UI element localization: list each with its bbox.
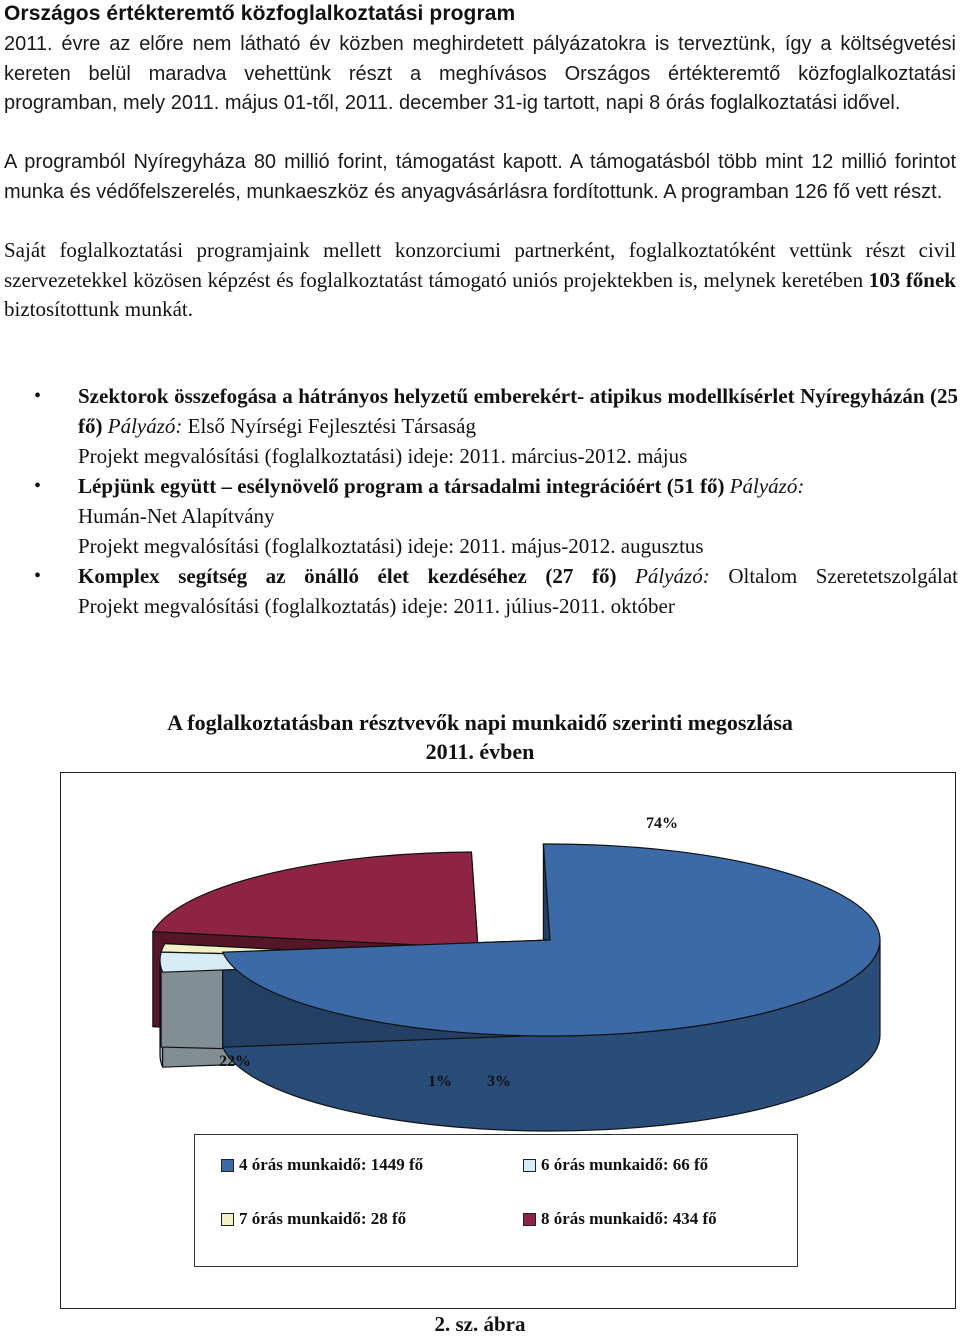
applicant-name: Oltalom Szeretetszolgálat — [728, 564, 959, 588]
pie-slice-8h — [153, 852, 478, 948]
applicant-name: Első Nyírségi Fejlesztési Társaság — [187, 414, 476, 438]
data-label-7h: 1% — [428, 1073, 452, 1090]
legend-label: 8 órás munkaidő: 434 fő — [541, 1209, 717, 1228]
chart-title — [0, 708, 960, 766]
partner-count: 103 főnek — [868, 267, 956, 292]
funding-paragraph: A programból Nyíregyháza 80 millió forint, támogatást kapott. A támogatásból több mint 12 millió forintot munka és védőfelszerelés, munkaeszköz és anyagvásárlásra fordítottunk. A programban 126 fő vett részt. — [4, 151, 956, 203]
list-item — [78, 561, 958, 621]
data-label-6h: 3% — [487, 1073, 511, 1090]
list-item — [78, 381, 958, 471]
data-label-8h: 22% — [219, 1053, 251, 1070]
applicant-label: Pályázó: — [729, 474, 805, 498]
project-period: Projekt megvalósítási (foglalkoztatás) ideje: 2011. július-2011. október — [78, 594, 675, 618]
partner-paragraph — [4, 236, 956, 325]
project-list — [78, 381, 958, 621]
chart-subtitle: 2011. évben — [425, 739, 535, 764]
legend-item-6h — [523, 1155, 708, 1175]
legend-item-8h — [523, 1209, 717, 1229]
legend-label: 6 órás munkaidő: 66 fő — [541, 1155, 709, 1174]
partner-text-start: Saját foglalkoztatási programjaink mellett konzorciumi partnerként, foglalkoztatóként vettünk részt civil szervezetekkel közösen képzést és foglalkoztatást támogató uniós projektekben is, melynek keretében — [4, 238, 956, 292]
legend-label: 7 órás munkaidő: 28 fő — [239, 1209, 407, 1228]
legend-item-4h — [221, 1155, 423, 1175]
data-label-4h: 74% — [646, 815, 678, 832]
project-title: Szektorok összefogása a hátrányos helyzetű emberekért- atipikus modellkísérlet Nyíregyházán (25 fő) — [78, 384, 958, 438]
project-title: Komplex segítség az önálló élet kezdéséhez (27 fő) — [78, 564, 617, 588]
project-title: Lépjünk együtt – esélynövelő program a társadalmi integrációért (51 fő) — [78, 474, 725, 498]
project-period: Projekt megvalósítási (foglalkoztatási) ideje: 2011. május-2012. augusztus — [78, 534, 704, 558]
legend-swatch — [523, 1159, 536, 1172]
legend-swatch — [523, 1213, 536, 1226]
partner-text-end: biztosítottunk munkát. — [4, 297, 193, 321]
figure-caption: 2. sz. ábra — [434, 1312, 526, 1336]
legend-label: 4 órás munkaidő: 1449 fő — [239, 1155, 424, 1174]
applicant-label: Pályázó: — [107, 414, 183, 438]
applicant-name: Humán-Net Alapítvány — [78, 504, 275, 528]
applicant-label: Pályázó: — [635, 564, 710, 588]
chart-title-line: A foglalkoztatásban résztvevők napi munkaidő szerinti megoszlása — [167, 710, 793, 735]
list-item — [78, 471, 958, 561]
project-period: Projekt megvalósítási (foglalkoztatási) ideje: 2011. március-2012. május — [78, 444, 688, 468]
legend-swatch — [221, 1159, 234, 1172]
chart-legend — [194, 1134, 798, 1267]
legend-item-7h — [221, 1209, 406, 1229]
legend-swatch — [221, 1213, 234, 1226]
intro-paragraph: 2011. évre az előre nem látható év közben meghirdetett pályázatokra is terveztünk, így a költségvetési kereten belül maradva vehettünk részt a meghívásos Országos értékteremtő közfoglalkoztatási programban, mely 2011. május 01-től, 2011. december 31-ig tartott, napi 8 órás foglalkoztatási idővel. — [4, 33, 956, 114]
section-title: Országos értékteremtő közfoglalkoztatási program — [4, 2, 516, 25]
